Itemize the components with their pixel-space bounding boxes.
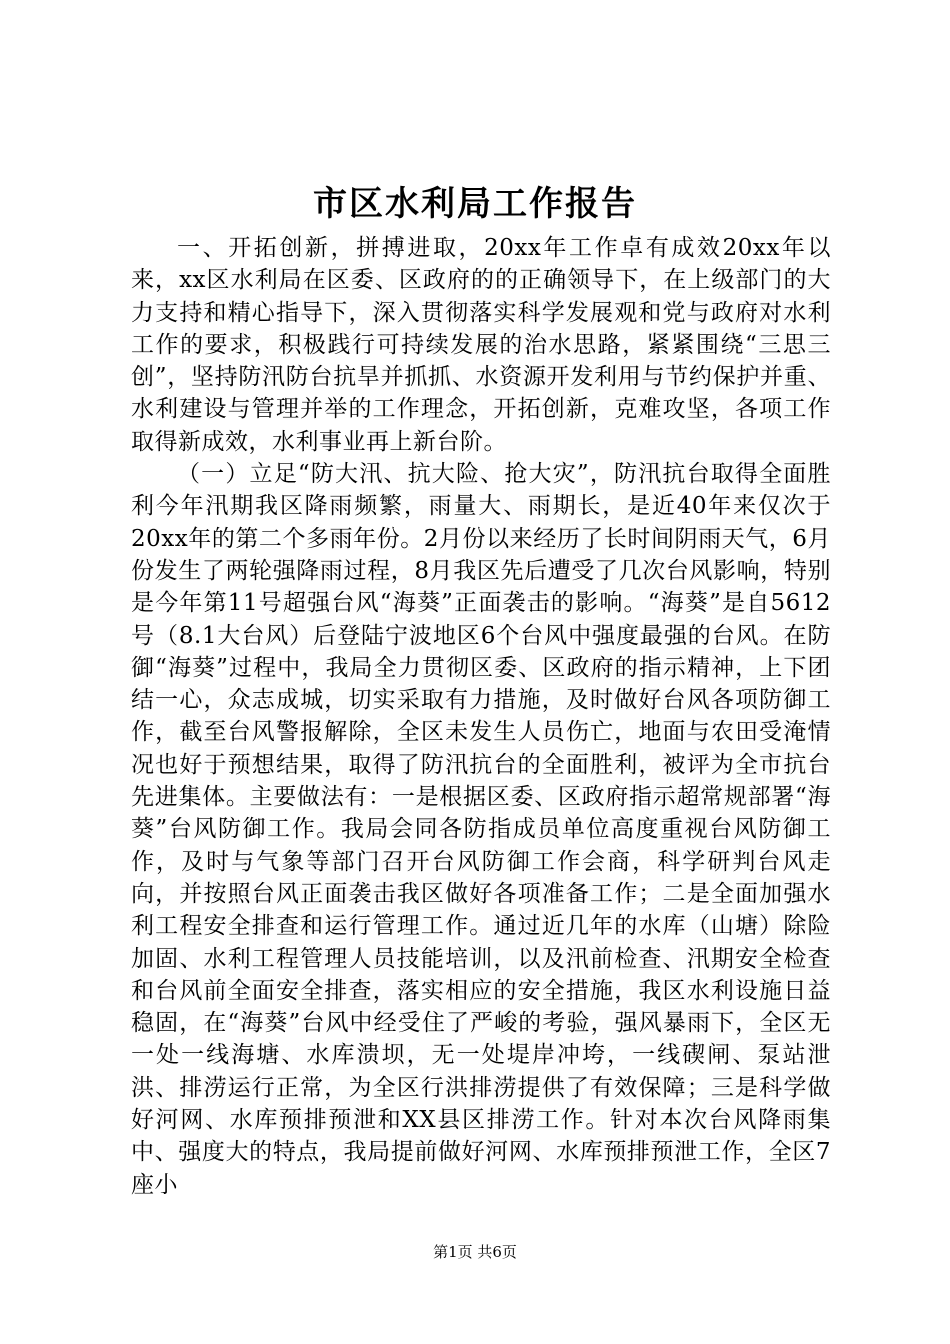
document-title: 市区水利局工作报告 — [313, 184, 637, 224]
paragraph-2: （一）立足“防大汛、抗大险、抢大灾”，防汛抗台取得全面胜利今年汛期我区降雨频繁，雨量大、雨期长，是近40年来仅次于20xx年的第二个多雨年份。2月份以来经历了长时间阴雨天气，6月份发生了两轮强降雨过程，8月我区先后遭受了几次台风影响，特别是今年第11号超强台风“海葵”正面袭击的影响。“海葵”是自5612号（8.1大台风）后登陆宁波地区6个台风中强度最强的台风。在防御“海葵”过程中，我局全力贯彻区委、区政府的指示精神，上下团结一心，众志成城，切实采取有力措施，及时做好台风各项防御工作，截至台风警报解除，全区未发生人员伤亡，地面与农田受淹情况也好于预想结果，取得了防汛抗台的全面胜利，被评为全市抗台先进集体。主要做法有：一是根据区委、区政府指示超常规部署“海葵”台风防御工作。我局会同各防指成员单位高度重视台风防御工作，及时与气象等部门召开台风防御工作会商，科学研判台风走向，并按照台风正面袭击我区做好各项准备工作；二是全面加强水利工程安全排查和运行管理工作。通过近几年的水库（山塘）除险加固、水利工程管理人员技能培训，以及汛前检查、汛期安全检查和台风前全面安全排查，落实相应的安全措施，我区水利设施日益稳固，在“海葵”台风中经受住了严峻的考验，强风暴雨下，全区无一处一线海塘、水库溃坝，无一处堤岸冲垮，一线碶闸、泵站泄洪、排涝运行正常，为全区行洪排涝提供了有效保障；三是科学做好河网、水库预排预泄和XX县区排涝工作。针对本次台风降雨集中、强度大的特点，我局提前做好河网、水库预排预泄工作，全区7座小 — [131, 461, 831, 1198]
paragraph-1: 一、开拓创新，拼搏进取，20xx年工作卓有成效20xx年以来，xx区水利局在区委、区政府的的正确领导下，在上级部门的大力支持和精心指导下，深入贯彻落实科学发展观和党与政府对水利工作的要求，积极践行可持续发展的治水思路，紧紧围绕“三思三创”，坚持防汛防台抗旱并抓抓、水资源开发利用与节约保护并重、水利建设与管理并举的工作理念，开拓创新，克难攻坚，各项工作取得新成效，水利事业再上新台阶。 — [131, 235, 831, 455]
document-body — [131, 232, 831, 1201]
page-number-footer: 第1页 共6页 — [433, 1243, 517, 1261]
